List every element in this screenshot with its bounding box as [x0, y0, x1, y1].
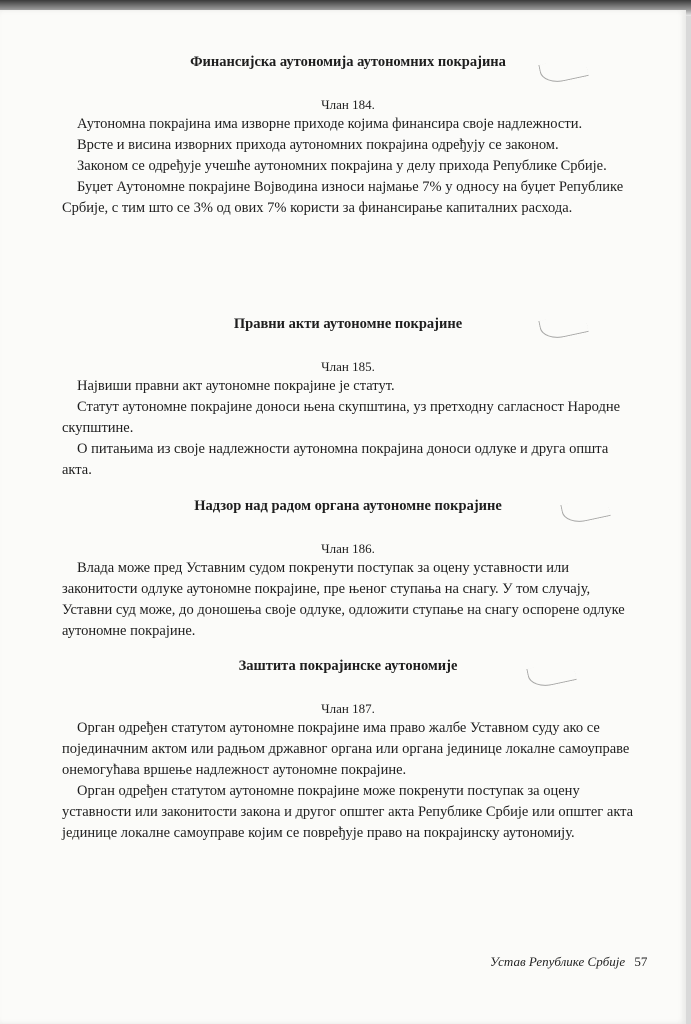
section-heading: Заштита покрајинске аутономије [238, 658, 458, 674]
footer-book-title: Устав Републике Србије [490, 954, 626, 969]
page-number: 57 [634, 954, 648, 969]
paragraph: Орган одређен статутом аутономне покрајине може покренути поступак за оцену уставности или законитости закона и другог општег акта Републике Србије или општег акта јединице локалне самоуправе којим се повређује право на покрајинску аутономију. [62, 783, 634, 841]
section-heading: Надзор над радом органа аутономне покрајине [194, 498, 502, 514]
paragraph: Врсте и висина изворних прихода аутономних покрајина одређују се законом. [77, 137, 559, 153]
article-number: Члан 186. [321, 541, 375, 556]
article-body [62, 114, 634, 219]
paragraph: Орган одређен статутом аутономне покрајине има право жалбе Уставном суду ако се појединачним актом или радњом државног органа или органа јединице локалне самоуправе онемогућава вршење надлежност аутономне покрајине. [62, 720, 630, 778]
document-page [0, 10, 686, 1024]
section-heading: Правни акти аутономне покрајине [233, 316, 463, 332]
article-body [62, 718, 634, 844]
paragraph: Статут аутономне покрајине доноси њена скупштина, уз претходну сагласност Народне скупштине. [62, 399, 621, 436]
paragraph: Највиши правни акт аутономне покрајине је статут. [77, 378, 395, 394]
section-heading: Финансијска аутономија аутономних покрајина [190, 54, 506, 70]
paragraph: Буџет Аутономне покрајине Војводина износи најмање 7% у односу на буџет Републике Србије, с тим што се 3% од ових 7% користи за финансирање капиталних расхода. [62, 179, 624, 216]
article-body [62, 558, 634, 642]
article-number: Члан 185. [321, 359, 375, 374]
paragraph: Аутономна покрајина има изворне приходе којима финансира своје надлежности. [77, 116, 583, 132]
article-body [62, 376, 634, 481]
article-number: Члан 187. [321, 701, 375, 716]
paragraph: Законом се одређује учешће аутономних покрајина у делу прихода Републике Србије. [77, 158, 607, 174]
paragraph: О питањима из своје надлежности аутономна покрајина доноси одлуке и друга општа акта. [62, 441, 609, 478]
article-number: Члан 184. [321, 97, 375, 112]
page-footer [490, 954, 647, 970]
paragraph: Влада може пред Уставним судом покренути поступак за оцену уставности или законитости одлуке аутономне покрајине, пре њеног ступања на снагу. У том случају, Уставни суд може, до доношења своје одлуке, одложити ступање на снагу оспорене одлуке аутономне покрајине. [62, 560, 625, 639]
